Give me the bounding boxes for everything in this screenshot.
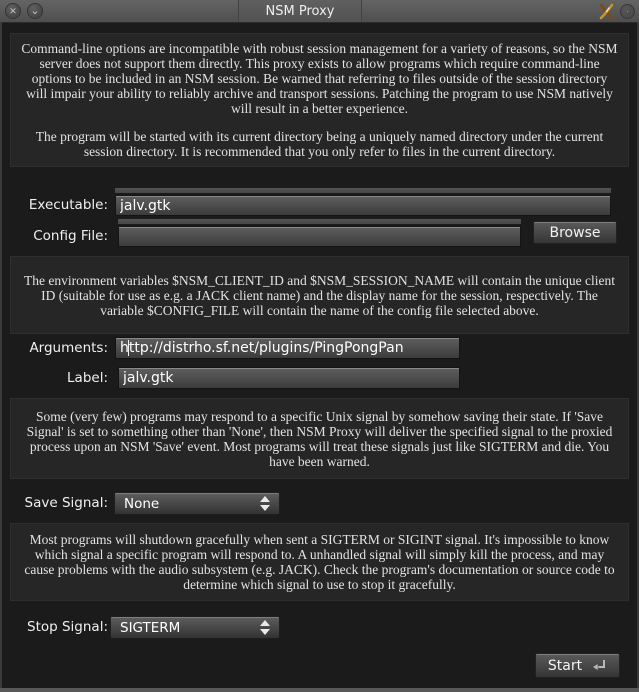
save-signal-value: None (124, 495, 160, 512)
intro-text-panel (10, 33, 629, 167)
return-icon (590, 659, 607, 673)
titlebar-right-controls (599, 0, 635, 22)
env-vars-text-panel (10, 256, 629, 334)
save-signal-dropdown[interactable] (114, 492, 280, 515)
config-file-label: Config File: (33, 228, 108, 244)
browse-button[interactable]: Browse (533, 221, 617, 244)
client-label-label: Label: (67, 370, 108, 386)
executable-input[interactable] (115, 195, 611, 216)
updown-arrows-icon (260, 496, 270, 511)
stop-signal-text-panel (10, 523, 629, 601)
window-title-tab (238, 0, 362, 22)
stop-signal-dropdown[interactable] (110, 616, 280, 639)
save-signal-label: Save Signal: (24, 495, 108, 511)
executable-label: Executable: (28, 197, 108, 213)
shade-button[interactable]: ⌄ (27, 3, 43, 19)
save-signal-text-panel (10, 398, 629, 479)
app-icon (599, 3, 614, 20)
intro-paragraph-1: Command-line options are incompatible with robust session management for a variety of reasons, so the NSM server does not support them directly. This proxy exists to allow programs which require command-line options to be included in an NSM session. Be warned that referring to files outside of the session directory will impair your ability to reliably archive and transport sessions. Patching the program to use NSM natively will result in a better experience. (21, 41, 618, 116)
executable-field-bevel (115, 188, 611, 194)
start-button-label: Start (547, 657, 583, 674)
text-cursor (128, 340, 129, 356)
arguments-label: Arguments: (29, 340, 108, 356)
start-button[interactable] (535, 653, 620, 678)
window-title: NSM Proxy (265, 3, 335, 19)
arguments-input[interactable] (115, 337, 460, 359)
stop-signal-label: Stop Signal: (27, 619, 108, 635)
titlebar (0, 0, 639, 23)
config-file-input[interactable] (118, 226, 521, 247)
env-vars-paragraph: The environment variables $NSM_CLIENT_ID and $NSM_SESSION_NAME will contain the unique client ID (suitable for use as e.g. a JACK client name) and the display name for the session, respectively. The variable $CONFIG_FILE will contain the name of the config file selected above. (24, 272, 615, 318)
intro-paragraph-2: The program will be started with its current directory being a uniquely named directory under the current session directory. It is recommended that you only refer to files in the current directory. (35, 129, 604, 159)
config-file-field-bevel (118, 219, 521, 225)
updown-arrows-icon (260, 620, 270, 635)
titlebar-left-controls (5, 0, 43, 22)
close-button[interactable]: ✕ (5, 3, 21, 19)
client-label-input[interactable] (118, 367, 460, 389)
save-signal-paragraph: Some (very few) programs may respond to a specific Unix signal by somehow saving their state. If 'Save Signal' is set to something other than 'None', then NSM Proxy will deliver the specified signal to the proxied process upon an NSM 'Save' event. Most programs will treat these signals just like SIGTERM and die. You have been warned. (26, 408, 613, 469)
stop-signal-paragraph: Most programs will shutdown gracefully when sent a SIGTERM or SIGINT signal. It's impossible to know which signal a specific program will respond to. A unhandled signal will simply kill the process, and may cause problems with the audio subsystem (e.g. JACK). Check the program's documentation or source code to determine which signal to use to stop it gracefully. (24, 532, 615, 592)
stop-signal-value: SIGTERM (120, 619, 181, 636)
window-border-bottom[interactable] (0, 688, 639, 692)
window-menu-button[interactable]: · (620, 4, 635, 19)
